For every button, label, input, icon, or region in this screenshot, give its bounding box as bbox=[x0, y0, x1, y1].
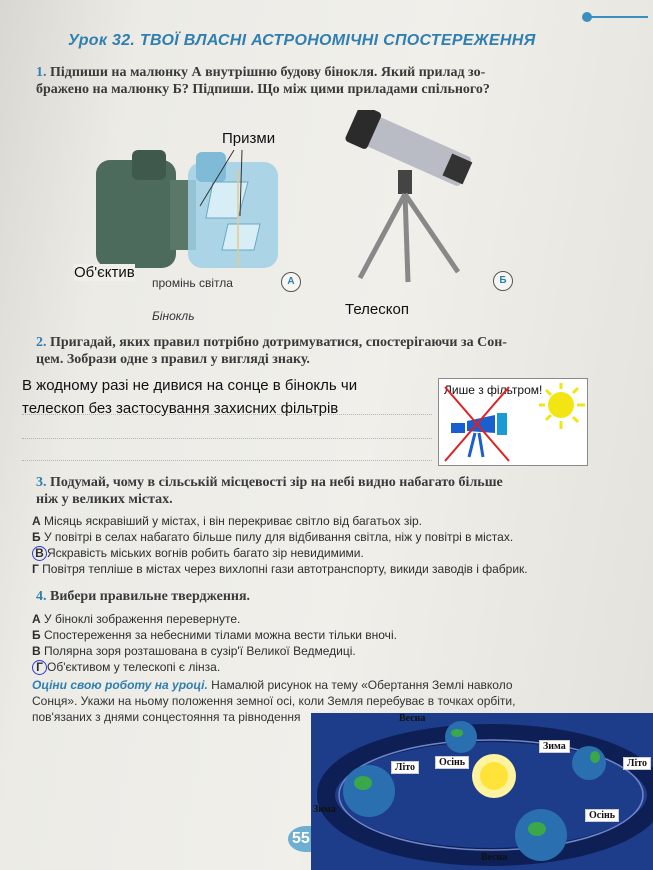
label-summer-right: Літо bbox=[623, 757, 651, 770]
answer-line bbox=[22, 414, 432, 415]
earth-orbit-picture bbox=[311, 713, 653, 870]
decor-line bbox=[588, 16, 648, 18]
q2-answer-line1: В жодному разі не дивися на сонце в бінокль чи bbox=[22, 377, 358, 394]
assess-heading: Оціни свою роботу на уроці. bbox=[32, 678, 208, 692]
q3-options bbox=[32, 513, 632, 577]
q1-line2: бражено на малюнку Б? Підпиши. Що між цими приладами спільного? bbox=[36, 82, 490, 97]
label-light-beam: промінь світла bbox=[152, 276, 233, 290]
orbit-drawing bbox=[311, 713, 653, 870]
answer-line bbox=[22, 438, 432, 439]
q1-text bbox=[36, 64, 616, 98]
prism-pointer-lines bbox=[180, 146, 260, 226]
sign-drawing bbox=[439, 379, 587, 465]
q3-number: 3. bbox=[36, 475, 47, 490]
q4-option-d[interactable]: Г Об'єктивом у телескопі є лінза. bbox=[32, 659, 632, 675]
q2-number: 2. bbox=[36, 335, 47, 350]
selected-answer-mark: В bbox=[32, 546, 47, 561]
q4-option-a[interactable]: А У біноклі зображення перевернуте. bbox=[32, 612, 241, 626]
assess-line1: Намалюй рисунок на тему «Обертання Землі навколо bbox=[211, 678, 513, 692]
label-summer-left: Літо bbox=[391, 761, 419, 774]
sign-text: Лише з фільтром! bbox=[444, 383, 543, 397]
label-autumn-top: Осінь bbox=[435, 756, 469, 769]
label-objective: Об'єктив bbox=[74, 264, 135, 281]
page-number: 55 bbox=[288, 826, 324, 852]
q4-options bbox=[32, 611, 632, 675]
sign-box bbox=[438, 378, 588, 466]
label-prisms: Призми bbox=[222, 130, 276, 147]
q4-number: 4. bbox=[36, 589, 47, 604]
q3-line2: ніж у великих містах. bbox=[36, 492, 173, 507]
earth-top bbox=[445, 721, 477, 753]
q2-answer-line2: телескоп без застосування захисних фільтрів bbox=[22, 400, 339, 417]
q2-line1: Пригадай, яких правил потрібно дотримуватися, спостерігаючи за Сон- bbox=[50, 335, 507, 350]
earth-right bbox=[572, 746, 606, 780]
lesson-title: Урок 32. ТВОЇ ВЛАСНІ АСТРОНОМІЧНІ СПОСТЕРЕЖЕННЯ bbox=[68, 32, 536, 49]
label-autumn-bottom: Осінь bbox=[585, 809, 619, 822]
label-spring-top: Весна bbox=[399, 713, 426, 724]
q1-number: 1. bbox=[36, 65, 47, 80]
selected-answer-mark: Г bbox=[32, 660, 47, 675]
caption-binocular: Бінокль bbox=[152, 309, 195, 323]
earth-left bbox=[343, 765, 395, 817]
label-winter-left: Зима bbox=[313, 804, 336, 815]
q2-line2: цем. Зобрази одне з правил у вигляді знаку. bbox=[36, 352, 310, 367]
label-spring-bottom: Весна bbox=[481, 852, 508, 863]
sun-icon bbox=[539, 383, 585, 429]
q1-line1: Підпиши на малюнку А внутрішню будову бінокля. Який прилад зо- bbox=[50, 65, 486, 80]
telescope-illustration bbox=[340, 110, 490, 285]
label-telescope: Телескоп bbox=[345, 301, 409, 318]
q3-line1: Подумай, чому в сільській місцевості зір на небі видно набагато більше bbox=[50, 475, 503, 490]
answer-line bbox=[22, 460, 432, 461]
tag-a: А bbox=[281, 272, 301, 292]
q3-option-b[interactable]: Б У повітрі в селах набагато більше пилу для відбивання світла, ніж у повітрі в містах. bbox=[32, 530, 514, 544]
q2-text bbox=[36, 334, 616, 368]
tag-b: Б bbox=[493, 271, 513, 291]
q3-text bbox=[36, 474, 616, 508]
label-winter-right: Зима bbox=[539, 740, 570, 753]
q4-option-c[interactable]: В Полярна зоря розташована в сузір'ї Великої Ведмедиці. bbox=[32, 644, 356, 658]
q3-option-a[interactable]: А Місяць яскравіший у містах, і він перекриває світло від багатьох зір. bbox=[32, 514, 422, 528]
q4-line: Вибери правильне твердження. bbox=[50, 589, 251, 604]
q4-text bbox=[36, 588, 250, 605]
assess-line2: Сонця». Укажи на ньому положення земної осі, коли Земля перебуває в точках орбіти, bbox=[32, 694, 516, 708]
q4-option-b[interactable]: Б Спостереження за небесними тілами можна вести тільки вночі. bbox=[32, 628, 397, 642]
assess-line3: пов'язаних з днями сонцестояння та рівнодення bbox=[32, 710, 301, 724]
q3-option-c[interactable]: В Яскравість міських вогнів робить багато зір невидимими. bbox=[32, 545, 632, 561]
q3-option-d[interactable]: Г Повітря тепліше в містах через вихлопні гази автотранспорту, викиди заводів і фабрик. bbox=[32, 562, 528, 576]
sun bbox=[480, 762, 508, 790]
